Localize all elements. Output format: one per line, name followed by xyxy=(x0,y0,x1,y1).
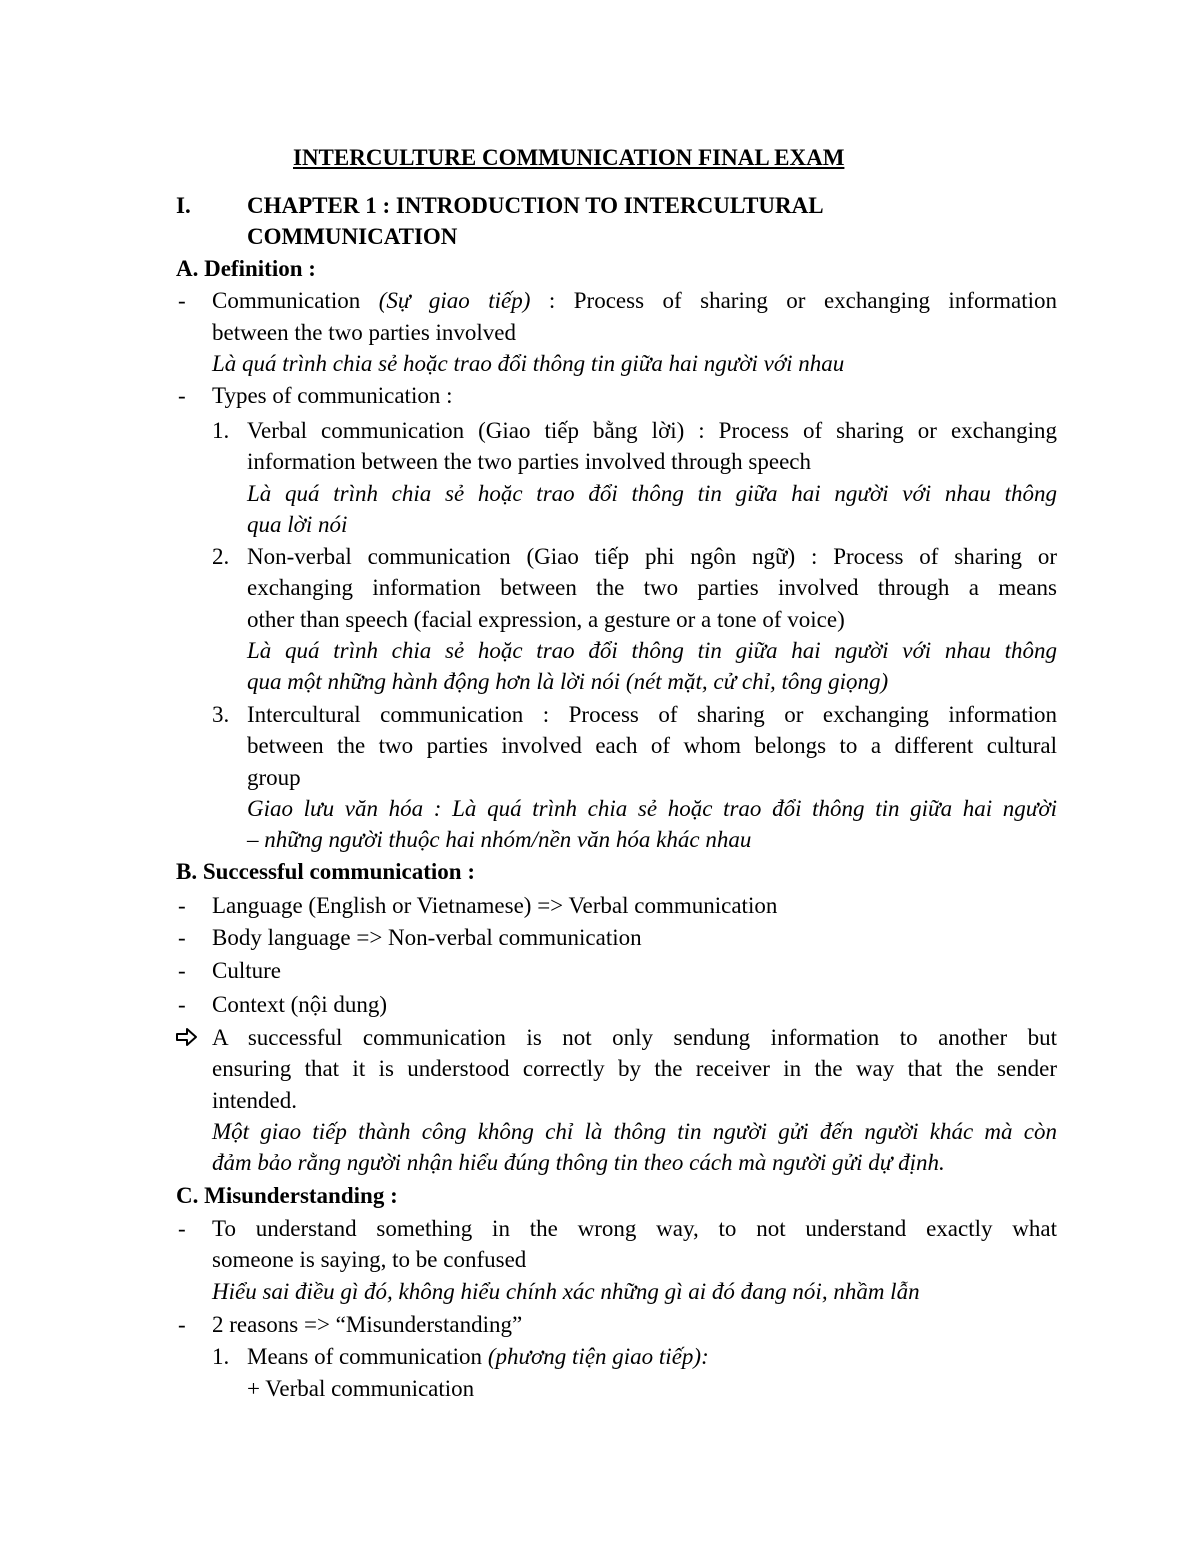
communication-def-line1: Communication (Sự giao tiếp) : Process of sharing or exchanging information xyxy=(212,288,1058,313)
type-1-vi-line1: Là quá trình chia sẻ hoặc trao đổi thông tin giữa hai người với nhau thông xyxy=(247,481,1057,506)
type-1-line2: information between the two parties involved through speech xyxy=(247,449,811,474)
bullet-dash: - xyxy=(178,288,186,313)
conclusion-line1: A successful communication is not only sendung information to another but xyxy=(212,1025,1057,1050)
misunderstanding-def-line2: someone is saying, to be confused xyxy=(212,1247,527,1272)
type-1-line1: Verbal communication (Giao tiếp bằng lời) : Process of sharing or exchanging xyxy=(247,418,1057,443)
bullet-dash: - xyxy=(178,958,186,983)
type-2-line2: exchanging information between the two parties involved through a means xyxy=(247,575,1057,600)
section-a-heading: A. Definition : xyxy=(176,256,316,281)
bullet-dash: - xyxy=(178,992,186,1017)
arrow-right-icon xyxy=(176,1027,198,1047)
communication-def-line2: between the two parties involved xyxy=(212,320,517,345)
type-2-vi-line2: qua một những hành động hơn là lời nói (nét mặt, cử chỉ, tông giọng) xyxy=(247,669,889,694)
bullet-dash: - xyxy=(178,1216,186,1241)
misunderstanding-def-line1: To understand something in the wrong way, to not understand exactly what xyxy=(212,1216,1057,1241)
type-1-vi-line2: qua lời nói xyxy=(247,512,348,537)
section-b-heading: B. Successful communication : xyxy=(176,859,475,884)
document-title: INTERCULTURE COMMUNICATION FINAL EXAM xyxy=(293,145,845,170)
list-item: Body language => Non-verbal communication xyxy=(212,925,642,950)
chapter-heading-line2: COMMUNICATION xyxy=(247,224,458,249)
verbal-communication-item: + Verbal communication xyxy=(247,1376,475,1401)
type-2-vi-line1: Là quá trình chia sẻ hoặc trao đổi thông tin giữa hai người với nhau thông xyxy=(247,638,1057,663)
type-3-vi-line1: Giao lưu văn hóa : Là quá trình chia sẻ hoặc trao đổi thông tin giữa hai người xyxy=(247,796,1057,821)
reasons-label: 2 reasons => “Misunderstanding” xyxy=(212,1312,523,1337)
type-2-line1: Non-verbal communication (Giao tiếp phi ngôn ngữ) : Process of sharing or xyxy=(247,544,1057,569)
conclusion-vi-line1: Một giao tiếp thành công không chỉ là thông tin người gửi đến người khác mà còn xyxy=(212,1119,1057,1144)
list-item: Language (English or Vietnamese) => Verbal communication xyxy=(212,893,778,918)
bullet-dash: - xyxy=(178,383,186,408)
list-item: Culture xyxy=(212,958,281,983)
type-3-number: 3. xyxy=(212,702,230,727)
type-3-vi-line2: – những người thuộc hai nhóm/nền văn hóa khác nhau xyxy=(247,827,752,852)
means-number: 1. xyxy=(212,1344,230,1369)
bullet-dash: - xyxy=(178,893,186,918)
conclusion-line3: intended. xyxy=(212,1088,297,1113)
type-2-line3: other than speech (facial expression, a gesture or a tone of voice) xyxy=(247,607,845,632)
section-c-heading: C. Misunderstanding : xyxy=(176,1183,398,1208)
bullet-dash: - xyxy=(178,1312,186,1337)
types-label: Types of communication : xyxy=(212,383,453,408)
type-2-number: 2. xyxy=(212,544,230,569)
conclusion-line2: ensuring that it is understood correctly by the receiver in the way that the sender xyxy=(212,1056,1057,1081)
conclusion-vi-line2: đảm bảo rằng người nhận hiểu đúng thông tin theo cách mà người gửi dự định. xyxy=(212,1150,945,1175)
communication-def-vi: Là quá trình chia sẻ hoặc trao đổi thông tin giữa hai người với nhau xyxy=(212,351,845,376)
type-3-line3: group xyxy=(247,765,301,790)
chapter-numeral: I. xyxy=(176,193,191,218)
type-1-number: 1. xyxy=(212,418,230,443)
means-line: Means of communication (phương tiện giao tiếp): xyxy=(247,1344,709,1369)
type-3-line1: Intercultural communication : Process of sharing or exchanging information xyxy=(247,702,1057,727)
chapter-heading-line1: CHAPTER 1 : INTRODUCTION TO INTERCULTURAL xyxy=(247,193,824,218)
type-3-line2: between the two parties involved each of whom belongs to a different cultural xyxy=(247,733,1057,758)
misunderstanding-def-vi: Hiểu sai điều gì đó, không hiểu chính xác những gì ai đó đang nói, nhầm lẫn xyxy=(212,1279,920,1304)
list-item: Context (nội dung) xyxy=(212,992,388,1017)
bullet-dash: - xyxy=(178,925,186,950)
